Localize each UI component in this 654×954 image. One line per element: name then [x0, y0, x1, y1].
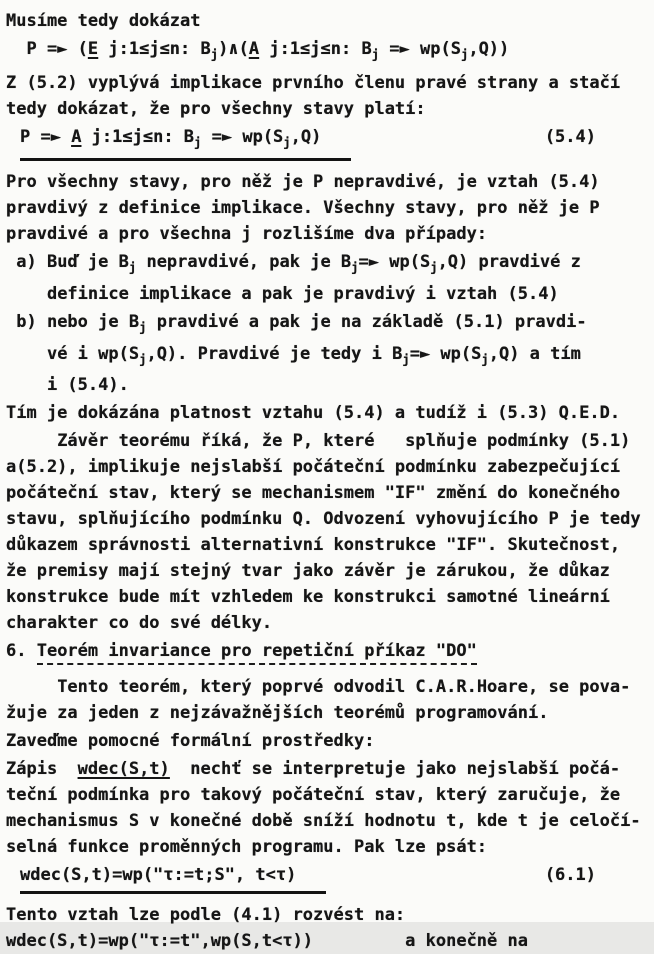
text-span: důkazem správnosti alternativní konstrukce "IF". Skutečnost,	[6, 535, 621, 556]
text-span: Tento vztah lze podle (4.1) rozvést na:	[6, 905, 406, 926]
text-line	[6, 454, 650, 480]
text-span: a) Buď je B	[6, 252, 129, 273]
text-span: Zaveďme pomocné formální prostředky:	[6, 731, 375, 752]
text-span: =► wp(S	[379, 39, 461, 59]
text-span: nepravdivé, pak je B	[136, 252, 352, 273]
text-line	[6, 532, 650, 558]
text-span: pravdivé a pro všechna j rozlišíme dva případy:	[6, 224, 488, 245]
text-line	[6, 428, 650, 454]
para-pro-vsechny-stavy	[6, 169, 650, 247]
text-span: teční podmínka pro takový počáteční stav, který zaručuje, že	[6, 785, 621, 806]
text-line	[6, 638, 650, 664]
text-span: j:1≤j≤n: B	[259, 39, 372, 59]
heading-underline-text: Teorém invariance pro repetiční příkaz "DO"	[37, 641, 477, 665]
text-span: počáteční stav, který se mechanismem "IF" změní do konečného	[6, 483, 621, 504]
underlined-term: A	[71, 126, 82, 147]
text-span: mechanismus S v konečné době sníží hodnotu t, kde t je celočí-	[6, 811, 641, 832]
formula-underline	[20, 862, 326, 894]
text-line	[6, 782, 650, 808]
para-rozvest	[6, 902, 650, 954]
text-span: Tento teorém, který poprvé odvodil C.A.R.Hoare, se pova-	[6, 677, 631, 698]
para-zapis-wdec	[6, 756, 650, 860]
para-musime-dokazat	[6, 8, 650, 34]
text-line	[6, 36, 650, 68]
underlined-term: wdec(S,t)	[77, 759, 170, 780]
text-span: ,Q) a tím	[488, 343, 581, 364]
text-line	[6, 309, 650, 341]
underlined-term: E	[87, 39, 99, 59]
subscript: j	[481, 352, 489, 367]
text-line	[6, 169, 650, 195]
text-line	[20, 862, 650, 894]
text-line	[6, 249, 650, 281]
text-line	[6, 96, 650, 122]
subscript: j	[139, 352, 147, 367]
para-qed	[6, 400, 650, 426]
text-span: j:1≤j≤n: B	[81, 126, 195, 147]
text-span: selná funkce proměnných programu. Pak lze psát:	[6, 837, 488, 858]
para-z-5-2	[6, 70, 650, 122]
text-span: P =► (	[6, 39, 88, 59]
text-span: žuje za jeden z nejzávažnějších teorémů programování.	[6, 703, 549, 724]
text-span: wdec(S,t)=wp("τ:=t",wp(S,t<τ)) a konečně na	[6, 931, 528, 952]
text-span: a(5.2), implikuje nejslabší počáteční podmínku zabezpečující	[6, 457, 621, 478]
text-span: ,Q)	[290, 126, 322, 147]
formula-underline	[20, 124, 351, 162]
text-span: charakter co do své délky.	[6, 613, 273, 634]
text-line	[6, 834, 650, 860]
text-span: vé i wp(S	[6, 343, 140, 364]
text-span: =► wp(S	[358, 252, 431, 273]
underlined-term: A	[248, 39, 260, 59]
subscript: j	[402, 352, 410, 367]
subscript: j	[371, 47, 380, 62]
text-span: nechť se interpretuje jako nejslabší počá-	[169, 759, 621, 780]
text-span: ,Q) pravdivé z	[437, 252, 581, 273]
para-zavedme	[6, 728, 650, 754]
text-span: i (5.4).	[6, 375, 129, 396]
subscript: j	[194, 135, 202, 150]
text-line	[6, 8, 650, 34]
list-item-b	[6, 309, 650, 398]
text-span: že premisy mají stejný tvar jako závěr je zárukou, že důkaz	[6, 561, 610, 582]
list-item-a	[6, 249, 650, 307]
text-line	[6, 195, 650, 221]
display-formula-5-4	[6, 124, 650, 162]
text-span: Zápis	[6, 759, 78, 780]
text-span: ,Q))	[468, 39, 510, 59]
para-hoare	[6, 674, 650, 726]
text-span: stavu, splňujícího podmínku Q. Odvození vyhovujícího P je tedy	[6, 509, 641, 530]
text-line	[6, 558, 650, 584]
text-span: definice implikace a pak je pravdivý i vztah (5.4)	[6, 283, 559, 304]
text-line	[6, 281, 650, 307]
subscript: j	[351, 260, 359, 275]
subscript: j	[460, 47, 469, 62]
para-zaver-teoremu	[6, 428, 650, 636]
display-formula-6-1	[6, 862, 650, 894]
text-span: )∧(	[218, 39, 249, 59]
text-span: tedy dokázat, že pro všechny stavy platí:	[6, 98, 426, 119]
text-line	[6, 928, 650, 954]
text-line	[6, 480, 650, 506]
text-line	[6, 808, 650, 834]
text-line	[6, 400, 650, 426]
text-span: Musíme tedy dokázat	[6, 11, 201, 31]
subscript: j	[210, 47, 219, 62]
equation-number: (5.4)	[544, 126, 596, 147]
text-line	[6, 902, 650, 928]
text-span: pravdivé a pak je na základě (5.1) pravdi-	[146, 311, 587, 332]
subscript: j	[430, 260, 438, 275]
text-line	[20, 124, 650, 162]
text-span: wdec(S,t)=wp("τ:=t;S", t<τ)	[20, 865, 297, 886]
text-line	[6, 372, 650, 398]
text-span: Závěr teorému říká, že P, které splňuje podmínky (5.1)	[6, 431, 631, 452]
text-line	[6, 70, 650, 96]
text-span: Z (5.2) vyplývá implikace prvního členu pravé strany a stačí	[6, 72, 621, 93]
text-span: ,Q). Pravdivé je tedy i B	[146, 343, 403, 364]
text-span: konstrukce bude mít vzhledem ke konstrukci samotné lineární	[6, 587, 610, 608]
equation-number: (6.1)	[544, 865, 596, 886]
text-span: Pro všechny stavy, pro něž je P nepravdivé, je vztah (5.4)	[6, 172, 600, 193]
text-span: b) nebo je B	[6, 311, 140, 332]
text-line	[6, 674, 650, 700]
subscript: j	[139, 320, 147, 335]
text-span: pravdivý z definice implikace. Všechny stavy, pro něž je P	[6, 198, 600, 219]
text-line	[6, 341, 650, 373]
text-span: =► wp(S	[201, 126, 284, 147]
text-line	[6, 221, 650, 247]
text-line	[6, 756, 650, 782]
text-line	[6, 610, 650, 636]
text-line	[6, 700, 650, 726]
text-span: 6.	[6, 641, 37, 662]
text-span: =► wp(S	[409, 343, 482, 364]
text-span: j:1≤j≤n: B	[98, 39, 211, 59]
text-line	[6, 584, 650, 610]
formula-inline-quantifiers	[6, 36, 650, 68]
subscript: j	[283, 135, 291, 150]
text-span: Tím je dokázána platnost vztahu (5.4) a tudíž i (5.3) Q.E.D.	[6, 403, 621, 424]
text-line	[6, 728, 650, 754]
section-heading-6	[6, 638, 650, 664]
text-span: P =►	[20, 126, 72, 147]
text-line	[6, 506, 650, 532]
subscript: j	[128, 260, 137, 275]
